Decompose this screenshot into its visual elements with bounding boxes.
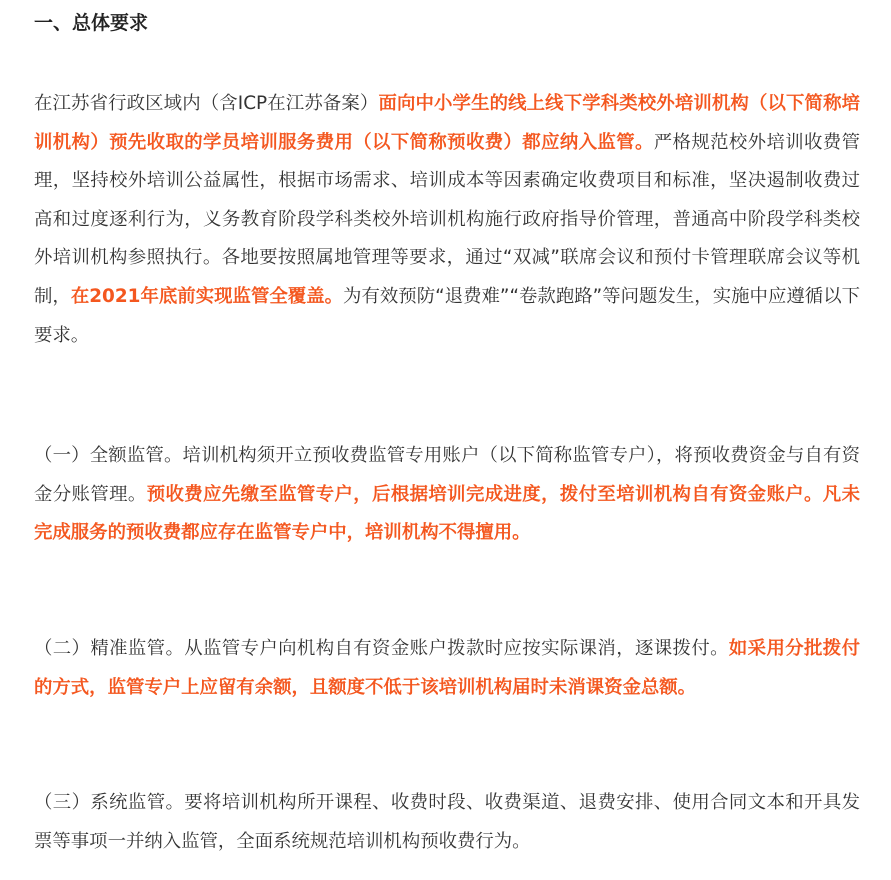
item1-text: （一）全额监管。培训机构须开立预收费监管专用账户（以下简称监管专户），将预收费资金与自有资金分账管理。 <box>34 445 860 505</box>
item2-highlight: 如采用分批拨付的方式，监管专户上应留有余额，且额度不低于该培训机构届时未消课资金总额。 <box>34 638 860 698</box>
intro-text-3: 为有效预防“退费难”“卷款跑路”等问题发生，实施中应遵循以下要求。 <box>34 285 860 346</box>
intro-highlight-2: 在2021年底前实现监管全覆盖。 <box>70 285 344 307</box>
intro-text-1: 在江苏省行政区域内（含ICP在江苏备案） <box>34 93 379 114</box>
section-heading: 一、总体要求 <box>34 12 149 34</box>
intro-paragraph <box>34 85 860 355</box>
item3-text: （三）系统监管。要将培训机构所开课程、收费时段、收费渠道、退费安排、使用合同文本和开具发票等事项一并纳入监管，全面系统规范培训机构预收费行为。 <box>34 792 860 852</box>
item1-highlight: 预收费应先缴至监管专户，后根据培训完成进度，拨付至培训机构自有资金账户。凡未完成服务的预收费都应存在监管专户中，培训机构不得擅用。 <box>34 483 860 544</box>
item2-text: （二）精准监管。从监管专户向机构自有资金账户拨款时应按实际课消，逐课拨付。 <box>34 638 729 659</box>
item-precise-supervision <box>34 630 860 707</box>
item-system-supervision <box>34 784 860 861</box>
item-full-supervision <box>34 437 860 553</box>
intro-text-2: 严格规范校外培训收费管理，坚持校外培训公益属性，根据市场需求、培训成本等因素确定收费项目和标准，坚决遏制收费过高和过度逐利行为，义务教育阶段学科类校外培训机构施行政府指导价管理，普通高中阶段学科类校外培训机构参照执行。各地要按照属地管理等要求，通过“双减”联席会议和预付卡管理联席会议等机制， <box>34 131 860 307</box>
intro-highlight-1: 面向中小学生的线上线下学科类校外培训机构（以下简称培训机构）预先收取的学员培训服务费用（以下简称预收费）都应纳入监管。 <box>34 93 860 153</box>
